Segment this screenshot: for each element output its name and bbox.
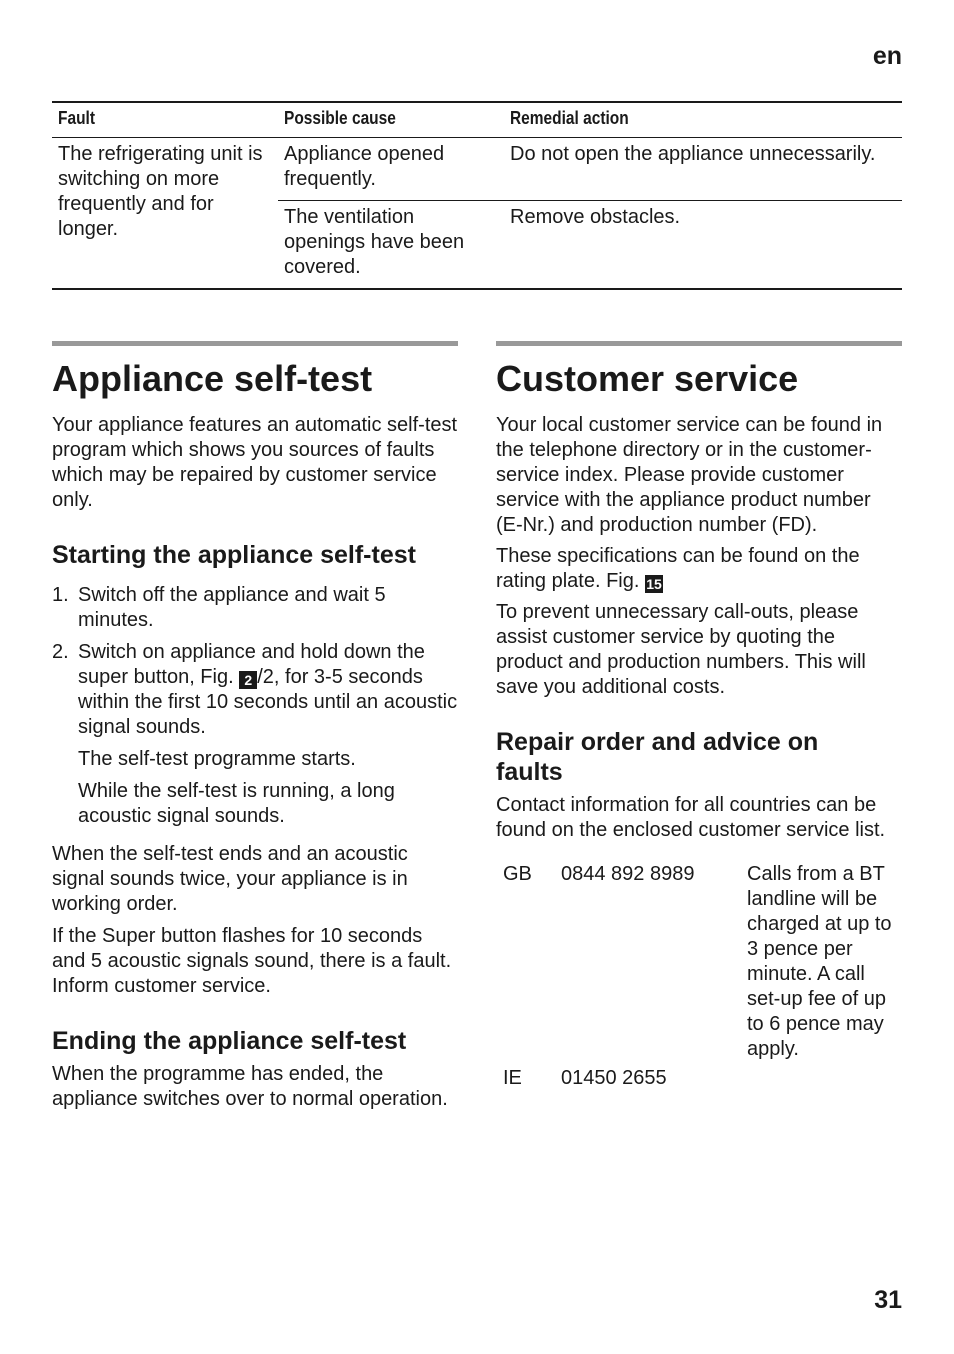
repair-text: Contact information for all countries can be found on the enclosed customer service list. [496, 794, 886, 841]
page-number: 31 [874, 1286, 902, 1314]
customer-service-p1: Your local customer service can be found in the telephone directory or in the customer-service index. Please provide customer service with the appliance product number (E-Nr.) and production number (FD). [496, 414, 883, 536]
start-heading: Starting the appliance self-test [52, 541, 416, 569]
table-row [496, 862, 902, 1062]
self-test-section [52, 341, 458, 1112]
language-code: en [872, 42, 902, 70]
remedial-action: Remove obstacles. [510, 206, 681, 228]
section-rule [496, 341, 902, 346]
call-note [747, 1062, 902, 1091]
table-row [496, 1062, 902, 1091]
self-test-fault-text: If the Super button flashes for 10 seconds and 5 acoustic signals sound, there is a fault. Inform customer service. [52, 925, 452, 997]
customer-service-section [496, 341, 902, 1091]
self-test-ends-text: When the self-test ends and an acoustic signal sounds twice, your appliance is in working order. [52, 843, 408, 915]
contact-table [496, 862, 902, 1091]
remedial-action: Do not open the appliance unnecessarily. [504, 138, 902, 201]
call-note: Calls from a BT landline will be charged at up to 3 pence per minute. A call set-up fee of up to 6 pence may apply. [747, 863, 892, 1060]
fault-table [52, 101, 902, 290]
possible-cause: The ventilation openings have been covered. [284, 206, 465, 278]
self-test-title: Appliance self-test [52, 358, 373, 399]
step-note: While the self-test is running, a long acoustic signal sounds. [78, 780, 395, 827]
table-row [52, 138, 902, 201]
figure-reference: 15 [646, 576, 662, 592]
list-item: 2. Switch on appliance and hold down the super button, Fig. 2 /2, for 3-5 seconds within the first 10 seconds until an acoustic signal sounds. [52, 641, 458, 738]
header-possible-cause: Possible cause [278, 102, 504, 138]
fault-table-header [52, 102, 902, 138]
steps-list [52, 583, 458, 740]
possible-cause: Appliance opened frequently. [278, 138, 504, 201]
header-fault: Fault [52, 102, 278, 138]
customer-service-title: Customer service [496, 358, 799, 399]
customer-service-p3: To prevent unnecessary call-outs, please assist customer service by quoting the product and production numbers. This will save you additional costs. [496, 601, 866, 698]
section-rule [52, 341, 458, 346]
end-text: When the programme has ended, the appliance switches over to normal operation. [52, 1063, 448, 1110]
list-item: 1. Switch off the appliance and wait 5 minutes. [52, 584, 386, 631]
phone-number: 01450 2655 [561, 1067, 667, 1089]
figure-reference: 2 [239, 671, 257, 689]
fault-description: The refrigerating unit is switching on more frequently and for longer. [58, 143, 263, 240]
repair-heading: Repair order and advice on faults [496, 728, 819, 786]
self-test-intro: Your appliance features an automatic self-test program which shows you sources of faults which may be repaired by customer service only. [52, 414, 458, 511]
step-note: The self-test programme starts. [78, 748, 356, 770]
phone-number: 0844 892 8989 [561, 863, 695, 885]
country-code: IE [503, 1067, 522, 1089]
header-remedial-action: Remedial action [504, 102, 902, 138]
customer-service-p2: These specifications can be found on the rating plate. Fig. 15 [496, 545, 860, 592]
end-heading: Ending the appliance self-test [52, 1027, 407, 1055]
country-code: GB [503, 863, 532, 885]
